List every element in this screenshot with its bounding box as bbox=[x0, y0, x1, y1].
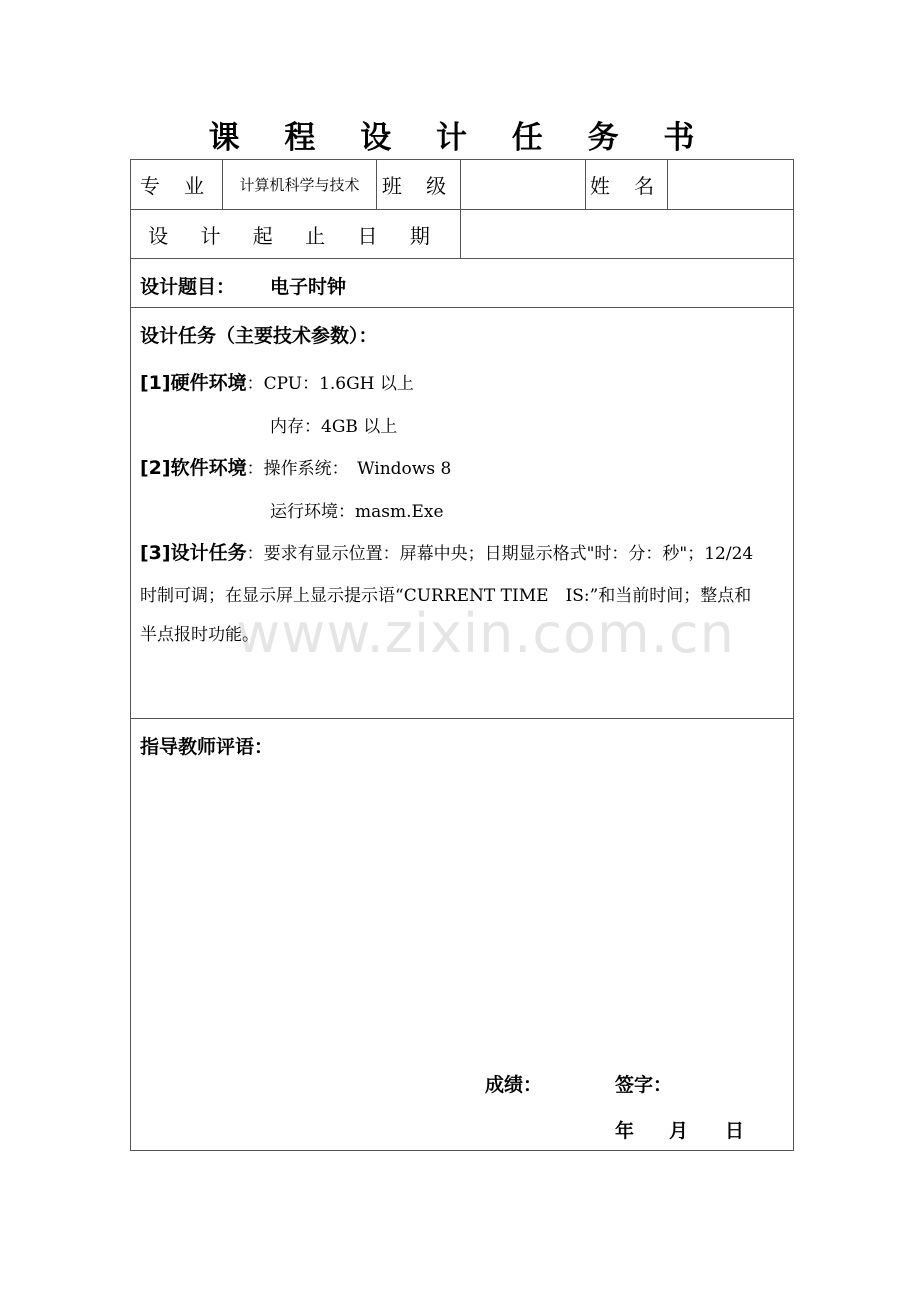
major-label: 专 业 bbox=[139, 174, 214, 198]
watermark: www.zixin.com.cn bbox=[236, 602, 735, 665]
topic-label: 设计题目： bbox=[140, 276, 236, 298]
topic-value: 电子时钟 bbox=[270, 276, 347, 298]
name-value-field[interactable] bbox=[668, 160, 793, 209]
software-label: [2]软件环境 bbox=[140, 457, 247, 479]
design-dates-label: 设 计 起 止 日 期 bbox=[148, 223, 443, 248]
design-dates-field[interactable] bbox=[461, 210, 793, 258]
software-line bbox=[140, 453, 451, 480]
row-divider bbox=[131, 258, 793, 259]
software-value: ：操作系统： Windows 8 bbox=[246, 459, 452, 479]
design-task-text-2: 时制可调；在显示屏上显示提示语“CURRENT TIME IS:”和当前时间；整点和 bbox=[140, 586, 752, 606]
major-value[interactable]: 计算机科学与技术 bbox=[239, 176, 360, 194]
design-task-text-3: 半点报时功能。 bbox=[140, 625, 259, 645]
design-task-line bbox=[140, 538, 753, 565]
signature-label: 签字： bbox=[615, 1074, 673, 1096]
year-label: 年 bbox=[615, 1120, 635, 1142]
hardware-line bbox=[140, 368, 414, 395]
row-divider bbox=[131, 718, 793, 719]
task-heading: 设计任务（主要技术参数）： bbox=[140, 325, 378, 347]
day-label: 日 bbox=[725, 1120, 745, 1142]
row-divider bbox=[131, 307, 793, 308]
hardware-value: ：CPU：1.6GH 以上 bbox=[246, 374, 414, 394]
class-label: 班 级 bbox=[381, 174, 456, 198]
month-label: 月 bbox=[669, 1120, 689, 1142]
design-task-text-1: ：要求有显示位置：屏幕中央；日期显示格式"时：分：秒"；12/24 bbox=[246, 544, 754, 564]
grade-label: 成绩： bbox=[485, 1074, 543, 1096]
hardware-label: [1]硬件环境 bbox=[140, 372, 247, 394]
teacher-comment-heading: 指导教师评语： bbox=[140, 736, 274, 758]
name-label: 姓 名 bbox=[589, 174, 664, 198]
software-runtime: 运行环境：masm.Exe bbox=[270, 502, 444, 522]
design-task-label: [3]设计任务 bbox=[140, 542, 247, 564]
class-value-field[interactable] bbox=[461, 160, 585, 209]
document-title: 课 程 设 计 任 务 书 bbox=[208, 120, 712, 156]
hardware-memory: 内存：4GB 以上 bbox=[270, 417, 398, 437]
